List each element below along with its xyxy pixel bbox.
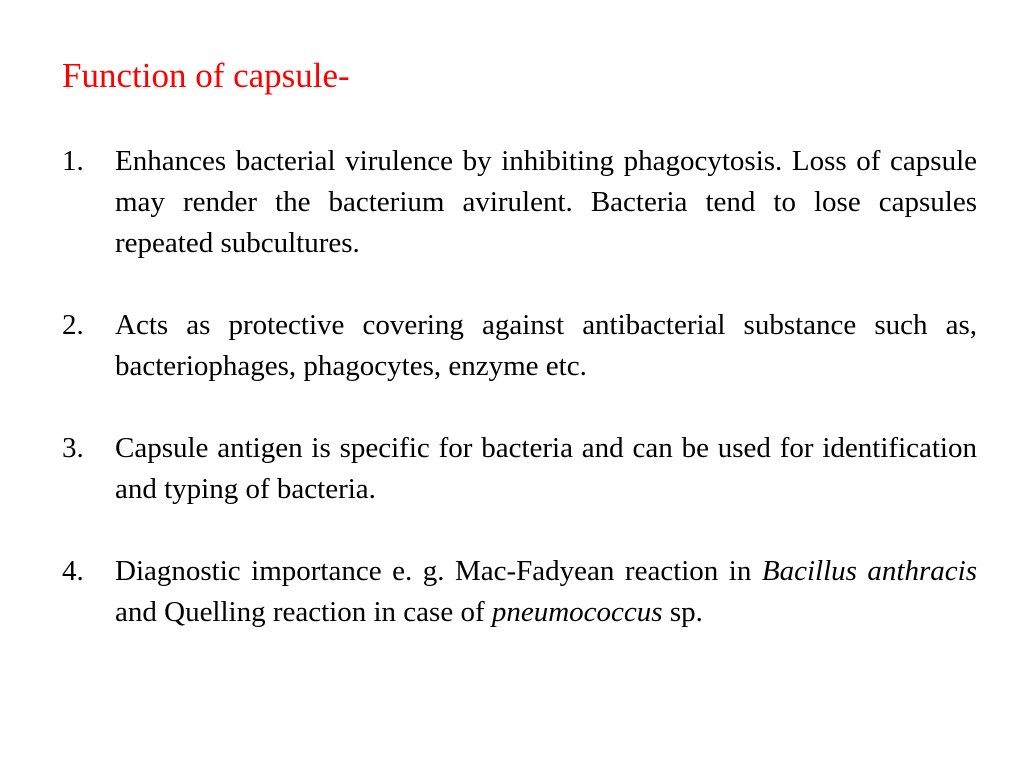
species-name-italic: pneumococcus — [491, 596, 663, 628]
item-text: Capsule antigen is specific for bacteria and can be used for identification and typing of bacteria. — [115, 432, 977, 505]
list-item-1 — [62, 141, 977, 264]
slide-title: Function of capsule- — [62, 56, 350, 95]
item-text: Acts as protective covering against antibacterial substance such as, bacteriophages, phagocytes, enzyme etc. — [115, 309, 977, 382]
item-text-part: Diagnostic importance e. g. Mac-Fadyean reaction in — [115, 555, 762, 587]
list-item-3 — [62, 428, 977, 510]
item-text: Enhances bacterial virulence by inhibiting phagocytosis. Loss of capsule may render the bacterium avirulent. Bacteria tend to lose capsules repeated subcultures. — [115, 145, 977, 259]
item-text-part: and Quelling reaction in case of — [115, 596, 492, 628]
item-number: 1. — [62, 145, 84, 177]
item-number: 4. — [62, 555, 84, 587]
item-number: 3. — [62, 432, 84, 464]
species-name-italic: Bacillus anthracis — [761, 555, 977, 587]
points-list — [62, 141, 977, 674]
item-text-part: sp. — [662, 596, 703, 628]
list-item-2 — [62, 305, 977, 387]
item-text — [115, 551, 977, 633]
list-item-4 — [62, 551, 977, 633]
item-number: 2. — [62, 309, 84, 341]
